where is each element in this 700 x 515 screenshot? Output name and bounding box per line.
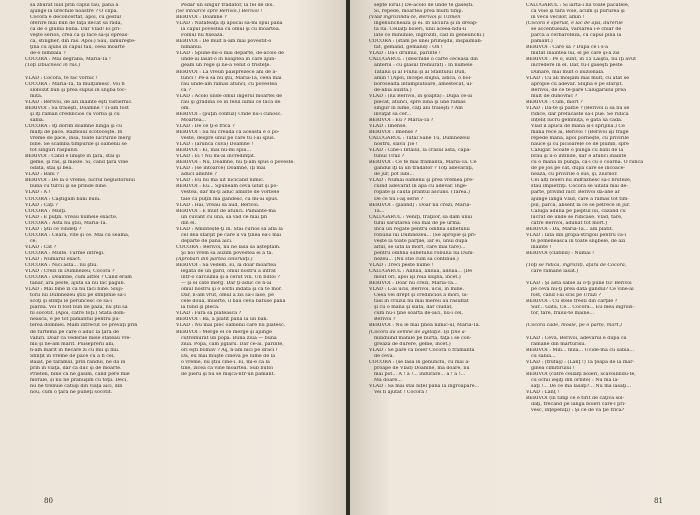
- text-line: BERIVOI : Merge el ce merge şi ajunge: [176, 329, 272, 335]
- text-line: nou, cum o ţară ne puneţi socotit.: [30, 390, 113, 395]
- text-line: de jur, pot iubi...: [374, 172, 415, 178]
- text-line: către Berivoi, adunăt tot mort.): [531, 220, 608, 226]
- text-line: cu o mână în pungă, ca-i cu o coarnă. O ridică: [531, 160, 644, 166]
- text-line: COCORA : Doamne, cum altfel ? Când eram: [25, 275, 132, 281]
- text-line: torii lui Dumnezeu ştiu pe sfinţenie să-i: [30, 293, 126, 299]
- text-line: tunul Uraz ?: [374, 154, 405, 160]
- text-line: — şi el câte merg. Dar ţi-aduc ce n-ai: [181, 281, 272, 287]
- text-line: n-am mărit în fiecare zi cu mii şi mii.: [30, 347, 120, 353]
- text-line: BERIVOI : (palind) : Doar nu crezi, Măria-: [369, 202, 472, 208]
- text-line: tânăr, ara peste, ajută să nu fac pagub.: [30, 281, 126, 287]
- text-line: singur în lume, câţi ani trăieşti ? Am: [374, 105, 463, 111]
- text-line: ca voie şi fără voie, acum şi pururea şi: [531, 9, 625, 15]
- text-line: ta lui. Ceilalţi boieri, unii aceea-ndu-li: [374, 27, 467, 33]
- text-line: cel dea sfârşit pe care îl va ţinea ea-i mai: [181, 232, 282, 238]
- text-line: morale, și nu ne prăbuşim cu toţii. Deci,: [30, 377, 128, 383]
- text-line: BERIVOI (către ceilalţi boieri, scăvoilindu-te,: [526, 371, 636, 377]
- text-line: Dar, n-am vrut, omul a zis să-l lase, pe: [181, 293, 274, 299]
- text-line: mii şi ne-am mărit. Puiseprerii ani,: [30, 341, 115, 347]
- text-line: VLAD : Mai bine zi că nu faci bine. Slujî-: [25, 287, 124, 293]
- text-line: (Toţi se ridică, îngroziți, afară de Cocora,: [526, 263, 627, 269]
- text-line: VLAD : Berivoi, de azi înainte eşti vistiernic.: [25, 99, 133, 105]
- text-line: că, stingher, din râs. Apoi:) Sau, lămureşte-: [30, 39, 136, 45]
- text-line: încredere în el. Dar, tu-l găseşti peste: [531, 63, 623, 69]
- text-line: Prieten, bine că ne găsim, când pere mie: [30, 371, 130, 377]
- text-line: de turtemă pe care o aduc la ţara de: [30, 329, 120, 335]
- text-line: se accentuează, vărsarea i-e chiar de: [531, 27, 622, 33]
- text-line: VLAD : Acolo unde omul îngerul moartei de: [176, 93, 283, 99]
- text-line: nează, cu privirile o sus, şi, ziurilor.: [531, 172, 618, 178]
- text-line: anteriu : cu glasul tremurat) : In numele: [374, 63, 473, 69]
- text-line: stau împietriţi. Cocora se uitată mai de-: [531, 184, 629, 190]
- text-line: BERIVOI : Mili... mila... Ucide-mă cu sabia...: [526, 347, 634, 353]
- left-page-column-2: [176, 3, 318, 493]
- text-line: VLAD : Câţi ?: [25, 202, 58, 208]
- text-line: ca ?: [181, 87, 191, 93]
- text-line: brâu şi îi-o întinde, dar e atunci înainte: [531, 154, 627, 160]
- text-line: COCORA : Măria-Ta, fă mulţumesc. Voi fi: [25, 81, 125, 87]
- text-line: VLAD : Hai, vreau să aud, Berivoi.: [176, 202, 260, 208]
- text-line: COCORA : Asta nu ştiu, Măria-Ta.: [25, 220, 108, 226]
- text-line: VLAD : Treci peste nume !: [369, 263, 434, 269]
- text-line: ridice, dar prefacaste să-l pue. Se ridică: [531, 111, 629, 117]
- text-line: VLAD : Amintește-ţi în. Stai curios să afla la: [176, 226, 283, 232]
- text-line: Sfinţit în vreme de pace cu a fi cel,: [30, 353, 115, 359]
- text-line: gândul îţi la un trădător ? Toţi adevăraţi,: [374, 166, 474, 172]
- text-line: ţină cu ajuns în capul tău, ceea moarte: [30, 45, 125, 51]
- right-page-number: 81: [654, 497, 663, 505]
- text-line: BERIVOI : Nu le mai ţinea nimic-ul, Măria-Ta.: [369, 323, 481, 329]
- text-line: BERIVOI : Doar nu crezi, Măria-Ta...: [369, 281, 458, 287]
- text-line: Cocora e deconcertat, apoi, cu gestul: [30, 15, 121, 21]
- right-page: [350, 0, 700, 515]
- text-line: slobozit bun şi prea supus în slujba toc-: [30, 87, 127, 93]
- text-line: care rămâne lăsat.): [531, 269, 579, 275]
- text-line: de-abia auzită.): [374, 87, 412, 93]
- text-line: BERIVOI : Cum, mort ?: [526, 99, 583, 105]
- text-line: legată de un gard, omul nostru a intrat: [181, 269, 276, 275]
- text-line: BERIVOI : Care să ? După ce i s-a: [526, 45, 608, 51]
- left-page-column-1: [25, 3, 167, 493]
- text-line: BERIVOI : Pe o, sunt, în 15 Laiştii, nu îţi avut: [526, 57, 637, 63]
- text-line: BERIVOI : E mult de atunci. Pâmânte-mă: [176, 208, 276, 214]
- text-line: BERIVOI : Cu stele tresti din cărţile ?: [526, 299, 618, 305]
- text-line: învăţat să cer...: [374, 111, 412, 117]
- text-line: VLAD : Ei ! Nu mi-ai încredinţat.: [176, 154, 256, 160]
- text-line: îngenunchează şi ei. In ulciura şi în dreap-: [374, 21, 478, 27]
- text-line: veşte serios, crea ca şi face să-şi opreas-: [30, 33, 129, 39]
- text-line: proape de Vlad) Doamne, mă doare, nu: [374, 365, 470, 371]
- text-line: CĂLUGĂRUL : (deschide o carte ceceasă din: [369, 57, 478, 63]
- text-line: şi cu o mană şi slată, dar ciudat,: [374, 305, 453, 311]
- text-line: Tatălui şi al Fiului şi al Sfântului Duh,: [374, 69, 466, 75]
- text-line: Vlad îl apucă de mână și-l sprijină.) Ce: [531, 123, 625, 129]
- text-line: VLAD : Numai oamenii şi prea vremea pre-: [369, 178, 474, 184]
- text-line: CĂLUGĂRUL : Si iartă-i lui toate păcatele,: [526, 3, 630, 8]
- text-line: COCORA : Mai degrabă, Măria-Ta !: [25, 57, 111, 63]
- text-line: tine, zicea că vine moartea. Sub butoi: [181, 365, 273, 371]
- text-line: VLAD : (se întoarce) Doamne, îţi mai: [176, 166, 266, 172]
- text-line: tunci ! Pe-a să nu ştii, Măria-Ta, ceea mai: [181, 75, 282, 81]
- text-line: cu ochii ieşiţi din orbite) : Nu mă lă-: [531, 377, 619, 383]
- text-line: CĂLUGĂRUL : Tatăl Sâne Tu, Dumnezeul: [369, 136, 470, 142]
- text-line: altul, se uită la mort, care mai tare)...: [374, 244, 466, 250]
- text-line: VLAD : Să mai stai nițel până la îngroapare...: [369, 383, 480, 389]
- text-line: ajunge lângă Vlad, care a rămas tot tim-: [531, 196, 629, 202]
- text-line: vește la toate părţile, iar ei, unui după: [374, 238, 468, 244]
- text-line: COCORA : Berivoi, nu ne lăsa să așteptăm.: [176, 244, 281, 250]
- text-line: cuind adevărat în apa cu adevăr. Înge-: [374, 184, 468, 190]
- text-line: BERIVOI : Să trăieşti, Doamne ! Ti-am fost: [25, 105, 129, 111]
- text-line: sabia.: [30, 117, 45, 123]
- text-line: (Se întoarce spre Berivoi.) Berivoi !: [176, 9, 263, 15]
- text-line: VLAD : Da-te şi păltie ? (Berivoi îi să nu se: [526, 105, 630, 111]
- text-line: mână rece ai, Berivoi ! (Berivoi îşi trage: [531, 129, 629, 135]
- text-line: saţi !... De ce mă lăsaţi?... Nu mă lăsaţi...: [531, 383, 631, 389]
- text-line: Da, eu mai muşte cineva pe lume de la: [181, 353, 276, 359]
- text-line: vesc, înţepeniţi) : Şi ce de vă ţie frică?: [531, 408, 625, 414]
- text-line: nească, e pe tot pământul pentru pu-: [30, 317, 121, 323]
- text-line: (Vlad îngrozindu-te, Berivoi şi Uzmen: [369, 15, 461, 21]
- text-line: BERIVOI : Ei, mâi nu-mi spui...: [176, 148, 252, 154]
- text-line: mout ori, apoi îşi reia slujba, încet.): [374, 275, 461, 281]
- text-line: te pomenească în toate slujbele, de azi: [531, 238, 626, 244]
- text-line: de pieru şi nu se mişcă-ntr-un pământ.: [181, 371, 276, 377]
- text-line: COCORA : (se lasă în genunchi, cu mai a-: [369, 359, 470, 365]
- text-line: BERIVOI : Doamne ?: [176, 15, 227, 21]
- text-line: BERIVOI (clatind) : Numai !: [526, 250, 595, 256]
- text-line: VLAD : E puţin. Vreau numele exacte.: [25, 214, 118, 220]
- text-line: VLAD : L-ai ucis, Berivoi, ucis, în mine.: [369, 287, 465, 293]
- text-line: plecat, atunci, spre lună şi une rămas: [374, 99, 466, 105]
- text-line: COCORA : Multe. Turme întregi.: [25, 250, 105, 256]
- text-line: oferire mai bun de faţă decât să râdă,: [30, 21, 122, 27]
- text-line: VLAD : Eu nu mă uit nicicând nimic.: [176, 178, 265, 184]
- text-line: Moartea...: [181, 117, 207, 123]
- text-line: la fund şi plecă.: [181, 305, 220, 311]
- text-line: Băiat, pe tărâmul, prin rândul, ne dă în: [30, 359, 126, 365]
- text-line: mutat înaintea lui, el pe care şi-a zis: [531, 51, 620, 57]
- text-line: rău unde-am rămas atunci, cu povestea: [181, 81, 278, 87]
- text-line: tului sărutarea cea mai de pe urmă.: [374, 220, 462, 226]
- text-line: odată, stai şi bea.: [30, 166, 73, 172]
- text-line: VLAD : Cine-i Intâiul, la crasul asta, căpă-: [369, 148, 472, 154]
- text-line: pe ceva nu-ţi prea dată gândul? Ce vine-ai: [531, 287, 634, 293]
- text-line: daţi, trecând pe lângă boieri care-l pri-: [531, 402, 626, 408]
- text-line: Berivoi, de ce te-pare Călugărului prea: [531, 87, 627, 93]
- text-line: COCORA : Nici asta... nu ştiu.: [25, 263, 98, 269]
- text-line: din el.: [181, 220, 197, 226]
- text-line: ca de o glumă bună. Dar Vlad! Ei pri-: [30, 27, 121, 33]
- text-line: repede mâna, apoi porneşte, cu privirile: [531, 136, 629, 142]
- text-line: Sur... Gata, Ce... Cocora... Eu mea îngrozi-: [531, 305, 635, 311]
- text-line: ce.: [30, 238, 38, 244]
- text-line: scoţi şi sfinţii le poruncesc ce să-i: [30, 299, 112, 305]
- text-line: COCORA : Câştigăm bani buni.: [25, 196, 101, 202]
- text-line: BERIVOI : De mult n-am mai povestit-o: [176, 39, 272, 45]
- text-line: de pe jos pe cât, după care se încoace-: [531, 166, 626, 172]
- text-line: Ceea vei drept şi credincios a mori, ui-: [374, 293, 469, 299]
- text-line: VLAD : Cu ali moişam mai mult, cu atât se: [526, 75, 630, 81]
- text-line: ropate şi caută prantul ascuns. (Tarea.): [374, 190, 470, 196]
- text-line: fost, când l-ai scis pe Urazi ?: [531, 293, 601, 299]
- text-line: BERIVOI : Bă, a plătit până la un ban.: [176, 317, 269, 323]
- text-line: VLAD : Dă-i drumul, părinte !: [369, 51, 441, 57]
- text-line: la capul povestea cu omul şi cu moartea.: [181, 27, 281, 33]
- text-line: borosealta întâmplătoare, amestecat, ul-: [374, 81, 473, 87]
- text-line: piardă. Voi fi fost bun de pază, nu ştii să: [30, 305, 128, 311]
- text-line: cele două, muerte, îl bău ceva bătuse până: [181, 299, 286, 305]
- text-line: terea domniei. Mam întrecut ce prevaţi prin: [30, 323, 138, 329]
- text-line: BERIVOI : Eu... Spuneam ceva uitat şi po-: [176, 184, 278, 190]
- text-line: VLAD : De ce ţi-e frică ?: [176, 123, 235, 129]
- text-line: Încă un regăte pentru odihna sufletului: [374, 226, 470, 232]
- text-line: Si, repede, moartea prea multi timp.: [374, 9, 463, 15]
- text-line: VLAD : Cât ?: [25, 244, 57, 250]
- text-line: COCORA : (stăm pe unei primejdii, înspăimân-: [369, 39, 483, 45]
- text-line: ginea cimitirului !: [531, 365, 575, 371]
- text-line: BERIVOI : Să nu creadă ca aceasta e o po-: [176, 129, 280, 135]
- text-line: VLAD : (trufaş) : (Lanţ !) Ta ţeapa de la mar-: [526, 359, 635, 365]
- text-line: ajunge la urechile noastre ? O clipă.: [30, 9, 118, 15]
- text-line: Înțeliț lucru gemnuță, e gata să cadă.: [531, 117, 623, 123]
- text-line: bună cu turcii şi se prinde bine.: [30, 184, 108, 190]
- text-line: VLAD : Imense.: [369, 123, 407, 129]
- text-line: într-o cârciumă şi a cerut vin. Un butoi ?: [181, 275, 280, 281]
- text-line: De ce nu i-aş serie ?: [374, 196, 424, 202]
- text-line: Cei alți boieri nu îndrăznesc să-l bruteze,: [531, 178, 632, 184]
- text-line: prin în viaţă, dar ca duc şi de moarte.: [30, 365, 122, 371]
- text-line: cutremurat un popă. Bună ziua — bună: [181, 335, 277, 341]
- text-line: departe de până aici.: [181, 238, 233, 244]
- text-line: bine. Se scămbă timpurile şi oamenii se: [30, 142, 127, 148]
- text-line: VLAD : Numărul exact.: [25, 256, 82, 262]
- text-line: pământ.): [531, 39, 553, 45]
- text-line: (Cocora dă semne de agitaţie. Îşi ţine a-: [369, 329, 467, 335]
- text-line: Ta...: [374, 208, 385, 214]
- text-line: apropie cu adevăr. Slujba e pe sfârşit.: [531, 81, 624, 87]
- text-line: minduind mânile pe burtă, faţa i se con-: [374, 335, 472, 341]
- text-line: BERIVOI : Da, Măria-Ta... am plătit.: [526, 226, 614, 232]
- text-line: (Toţi izbucnesc în râs.): [25, 63, 81, 69]
- text-line: VLAD : Lanţ !: [526, 390, 560, 395]
- text-line: VLAD : A !: [25, 190, 51, 196]
- text-line: VLAD : Cocora, te fac vornic !: [25, 75, 98, 81]
- text-line: nu ne trebuie câtuşi din viaţă aici, din: [30, 383, 123, 389]
- text-line: septe lorul.) De-acolo de unde te găsești.: [374, 3, 474, 8]
- text-line: BERIVOI : Imense ?: [369, 129, 418, 135]
- text-line: în vecii vecilor, amin !: [531, 15, 585, 21]
- text-line: BERIVOI : Ce te mai frământă, Măria-Ta. Ce: [369, 160, 477, 166]
- text-line: lucrat de unde se ridicase. Vlad, tare,: [531, 214, 623, 220]
- text-line: pentru odihna sufletului robului lui Dum-: [374, 250, 474, 256]
- text-line: grează de durere, geme, încet.): [374, 341, 451, 347]
- text-line: VLAD : (lui Berivoi, în şoaptă) : După ce-ai: [369, 93, 473, 99]
- text-line: late ce minunile, ingroziti, cad în geneunchi.): [374, 33, 485, 39]
- text-line: de ceva.: [374, 353, 395, 359]
- text-line: tot singuri răspund.: [30, 148, 79, 154]
- text-line: BERIVOI : De la o vreme, lucrul negustorului: [25, 178, 135, 184]
- text-line: VLAD : Nu mai plec oamenii care nu plătesc.: [176, 323, 286, 329]
- text-line: COCORA : Iţi dorim doamne lungă şi cu: [25, 123, 122, 129]
- text-line: BERIVOI : (puţin confuz) Unde nu-i cunosc.: [176, 111, 282, 117]
- text-line: cu sabia...: [531, 353, 556, 359]
- right-page-column-2: [526, 3, 668, 493]
- text-line: nezeu... (Nu stie cum să continue.): [374, 256, 459, 262]
- text-line: VLAD : Spune-mi-o mai departe, de-acolo de: [176, 51, 284, 57]
- text-line: BERIVOI : Când e linişte în ţară, stai şi: [25, 154, 120, 160]
- text-line: parte, privind lucr. Berivoi da-ahe ar: [531, 190, 620, 196]
- text-line: pul, parcă, absent la ce se petrece în jur.: [531, 202, 631, 208]
- left-page: [0, 0, 348, 515]
- text-line: rău şi grădină ce în felul lumii ce facă de: [181, 99, 281, 105]
- text-line: (Aprobări din partea celorlalţi.): [176, 256, 253, 262]
- left-page-number: 80: [44, 497, 53, 505]
- text-line: BERIVOI : Să vedem. Ei, la doar moartea: [176, 263, 276, 269]
- text-line: Şi noi vrem să auzim povestea ei a ta.: [181, 250, 273, 256]
- text-line: VLAD : Nătăfeaţă îţi apucai să-mi spui până: [176, 21, 283, 27]
- text-line: nostru, slavă Ţie !: [374, 142, 418, 148]
- text-line: şi îţi rămân credincios cu vorba şi cu: [30, 111, 120, 117]
- text-line: BERIVOI : Nu, Doamne, nu ţi-am spus o poveste.: [176, 160, 295, 166]
- text-line: năuce şi cu picioarele ce de plumb, spre: [531, 142, 630, 148]
- text-line: tasi în cruzul nu mai mereu au răsuflat: [374, 299, 469, 305]
- text-line: VLAD : (aruncă cuva) Doamne !: [176, 142, 254, 148]
- text-line: Călugăr. Scoate o pungă cu bani de la: [531, 148, 624, 154]
- text-line: cum nu-i ţine soarta de-aici, nu-i cel,: [374, 311, 464, 317]
- text-line: VLAD : Ştii ce vindeţi ?: [25, 226, 82, 232]
- text-line: de-o bimbăla ?: [30, 51, 66, 57]
- text-line: amin ! (Apoi, începe slujba, adică, o bol-: [374, 75, 472, 81]
- text-line: nimănui.: [181, 45, 203, 51]
- text-line: veste, despre unul pe care tu l-ai spus.: [181, 136, 276, 142]
- text-line: fii socotit. (Apoi, către toţi.) Stată dom-: [30, 311, 126, 317]
- right-page-column-1: [369, 3, 511, 493]
- text-line: VLAD : Iată din gropa-strigoii pentru ca-i: [526, 232, 627, 238]
- text-line: înainte !: [531, 244, 552, 250]
- text-line: (Cocora e speriat, e lac de apă, durerile: [526, 21, 623, 27]
- text-line: VLAD : Bani ?: [25, 172, 59, 178]
- text-line: tor, tare, fraiul-te mâine...: [531, 311, 595, 317]
- text-line: Căluga adună pe pieptul lui, căzând cu: [531, 208, 626, 214]
- text-line: valuri. Doar că vederile mele stăteau vre-: [30, 335, 131, 341]
- text-line: Berivoi ?: [374, 317, 396, 323]
- text-line: BERIVOI : Eu ? Măria-Ta ?: [369, 117, 434, 123]
- text-line: o vreme, nu ştiu cine-i. Ei, mi-e ca la: [181, 359, 270, 365]
- text-line: VLAD : Fără să plătească ?: [176, 311, 242, 317]
- text-line: tat, gemând, gemând) : Oh !: [374, 45, 443, 51]
- text-line: mulţi de pace. Războiul scotoceşte. In: [30, 129, 123, 135]
- text-line: ziua. Popa, cam jiglăru. Dar ce-ai, părinte,: [181, 341, 284, 347]
- text-line: geme, şi râs, şi mieze. Si, când ţara vine: [30, 160, 129, 166]
- text-line: BERIVOI : La vreun paisprezece ani de a-: [176, 69, 277, 75]
- text-line: robului lui Dumnezeu... (Se apropie şi pri-: [374, 232, 477, 238]
- text-line: Pedăr un singur trădător, la fel de doi.: [181, 3, 275, 8]
- text-line: rămâne din mărturisii.: [531, 341, 586, 347]
- text-line: tale ca puţin mă gândesc, că mi-ai spus.: [181, 196, 279, 202]
- text-line: unde-ai lăsat-o în noaptea în care ajun-: [181, 57, 277, 63]
- text-line: Mă doare...: [374, 377, 402, 383]
- text-line: ori eşti bolnav ? Aş, n-am nici pe draci !: [181, 347, 278, 353]
- text-line: mită.: [30, 93, 43, 99]
- text-line: Fomul nu fixează.: [181, 33, 224, 39]
- text-line: sa zburat luill prin capul tău, până a: [30, 3, 119, 8]
- text-line: COCORA : Ceară, vite şi ce. Mai cu seamă,: [25, 232, 130, 238]
- text-line: Vei fi ajutat ! Cocora !: [374, 390, 428, 395]
- text-line: VLAD : Se pare că boier Cocora o frământă: [369, 347, 475, 353]
- text-line: BERIVOI (în timp ce e tîrît de câţiva sol-: [526, 396, 625, 402]
- text-line: parcă a cerbaroteză, cu capul pină la: [531, 33, 622, 39]
- text-line: (Cocora cade, moale, pe o parte, mort.): [526, 323, 622, 329]
- text-line: VLAD : Ceva, Berivoi, adevărul e după că: [526, 335, 627, 341]
- text-line: mai pot... A ! a !... îndurare... a ! a !...: [374, 371, 466, 377]
- text-line: vreme de pace, însă, toate lucrurile merg: [30, 136, 131, 142]
- text-line: CĂLUGĂRUL : Aliluia, aliluia, aliluia... (De: [369, 269, 473, 275]
- text-line: omul nostru şi o sorbi îndată şi ca te mor.: [181, 287, 283, 293]
- text-line: geam un rege şi ne-a venit o tristeţe.: [181, 63, 271, 69]
- text-line: COCORA : Mulţi.: [25, 208, 67, 214]
- text-line: VLAD : Şi asta sabie ai o-ţi pune tu! Berivoi: [526, 281, 632, 287]
- text-line: Dunăre, mai mult o iluzională.: [531, 69, 605, 75]
- text-line: VLAD : Crezi în Dumnezeu, Cocora ?: [25, 269, 115, 275]
- text-line: un cuvânt cu una, să văd ce mai ţin: [181, 214, 268, 220]
- text-line: aduci aminte ?: [181, 172, 217, 178]
- text-line: vestea, dar mi-ţi aduc aminte de vorbele: [181, 190, 280, 196]
- text-line: CĂLUGĂRUL : Veniţi, fraţilor, să dăm unui: [369, 214, 473, 220]
- text-line: om.: [181, 105, 190, 111]
- text-line: mult de duhovnic ?: [531, 93, 578, 99]
